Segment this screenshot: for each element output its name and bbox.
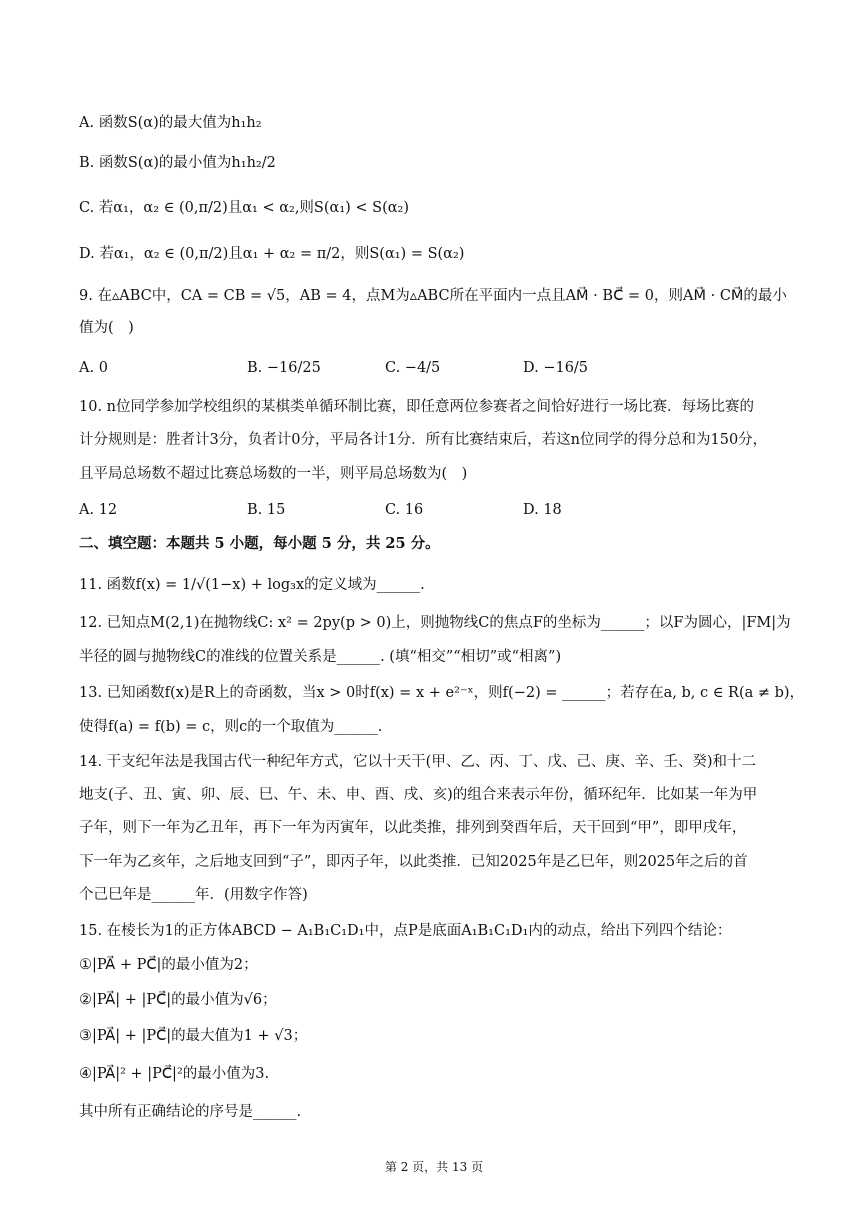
option-10d: D. 18 bbox=[523, 502, 562, 518]
question-14-line5: 个己巳年是______年．(用数字作答) bbox=[79, 887, 308, 903]
question-12-line1: 12. 已知点M(2,1)在抛物线C: x² = 2py(p > 0)上，则抛物线C的焦点F的坐标为______；以F为圆心，|FM|为 bbox=[79, 615, 791, 631]
option-9a: A. 0 bbox=[79, 360, 108, 376]
conclusion-4: ④|PA⃗|² + |PC⃗|²的最小值为3. bbox=[79, 1066, 270, 1082]
question-11: 11. 函数f(x) = 1/√(1−x) + log₃x的定义域为______. bbox=[79, 577, 425, 593]
section-heading-fill-in: 二、填空题：本题共 5 小题，每小题 5 分，共 25 分。 bbox=[79, 535, 440, 552]
option-8c: C. 若α₁，α₂ ∈ (0,π/2)且α₁ < α₂,则S(α₁) < S(α₂) bbox=[79, 200, 410, 216]
question-15-line1: 15. 在棱长为1的正方体ABCD − A₁B₁C₁D₁中，点P是底面A₁B₁C₁D₁内的动点，给出下列四个结论： bbox=[79, 923, 732, 939]
question-10-line3: 且平局总场数不超过比赛总场数的一半，则平局总场数为( ) bbox=[79, 466, 468, 482]
option-10b: B. 15 bbox=[247, 502, 286, 518]
question-14-line4: 下一年为乙亥年，之后地支回到“子”，即丙子年，以此类推．已知2025年是乙巳年，则2025年之后的首 bbox=[79, 854, 748, 870]
option-10c: C. 16 bbox=[385, 502, 424, 518]
question-10-line1: 10. n位同学参加学校组织的某棋类单循环制比赛，即任意两位参赛者之间恰好进行一场比赛．每场比赛的 bbox=[79, 399, 755, 415]
question-9-line1: 9. 在▵ABC中，CA = CB = √5，AB = 4，点M为▵ABC所在平面内一点且AM⃗ · BC⃗ = 0，则AM⃗ · CM⃗的最小 bbox=[79, 288, 787, 304]
page-footer: 第 2 页，共 13 页 bbox=[384, 1160, 484, 1174]
question-14-line3: 子年，则下一年为乙丑年，再下一年为丙寅年，以此类推，排列到癸酉年后，天干回到“甲”，即甲戌年， bbox=[79, 820, 747, 836]
option-9d: D. −16/5 bbox=[523, 360, 589, 376]
question-14-line2: 地支(子、丑、寅、卯、辰、巳、午、未、申、酉、戌、亥)的组合来表示年份，循环纪年．比如某一年为甲 bbox=[79, 787, 758, 803]
question-9-line2: 值为( ) bbox=[79, 320, 134, 336]
question-9-options bbox=[79, 358, 779, 382]
conclusion-2: ②|PA⃗| + |PC⃗|的最小值为√6； bbox=[79, 992, 277, 1008]
question-12-line2: 半径的圆与抛物线C的准线的位置关系是______. (填“相交”“相切”或“相离”) bbox=[79, 649, 562, 665]
question-10-options bbox=[79, 500, 779, 522]
conclusion-3: ③|PA⃗| + |PC⃗|的最大值为1 + √3； bbox=[79, 1028, 308, 1044]
question-15-ask: 其中所有正确结论的序号是______. bbox=[79, 1104, 302, 1120]
option-10a: A. 12 bbox=[79, 502, 118, 518]
question-13-line1: 13. 已知函数f(x)是R上的奇函数，当x > 0时f(x) = x + e²⁻ˣ，则f(−2) = ______；若存在a, b, c ∈ R(a ≠ b)， bbox=[79, 685, 805, 701]
question-13-line2: 使得f(a) = f(b) = c，则c的一个取值为______. bbox=[79, 719, 383, 735]
option-9b: B. −16/25 bbox=[247, 360, 321, 376]
option-9c: C. −4/5 bbox=[385, 360, 441, 376]
option-8a: A. 函数S(α)的最大值为h₁h₂ bbox=[79, 115, 262, 131]
question-14-line1: 14. 干支纪年法是我国古代一种纪年方式，它以十天干(甲、乙、丙、丁、戊、己、庚、辛、壬、癸)和十二 bbox=[79, 754, 756, 770]
question-10-line2: 计分规则是：胜者计3分，负者计0分，平局各计1分．所有比赛结束后，若这n位同学的得分总和为150分， bbox=[79, 432, 768, 448]
option-8d: D. 若α₁，α₂ ∈ (0,π/2)且α₁ + α₂ = π/2，则S(α₁) = S(α₂) bbox=[79, 246, 465, 262]
conclusion-1: ①|PA⃗ + PC⃗|的最小值为2； bbox=[79, 957, 258, 973]
option-8b: B. 函数S(α)的最小值为h₁h₂/2 bbox=[79, 155, 276, 171]
